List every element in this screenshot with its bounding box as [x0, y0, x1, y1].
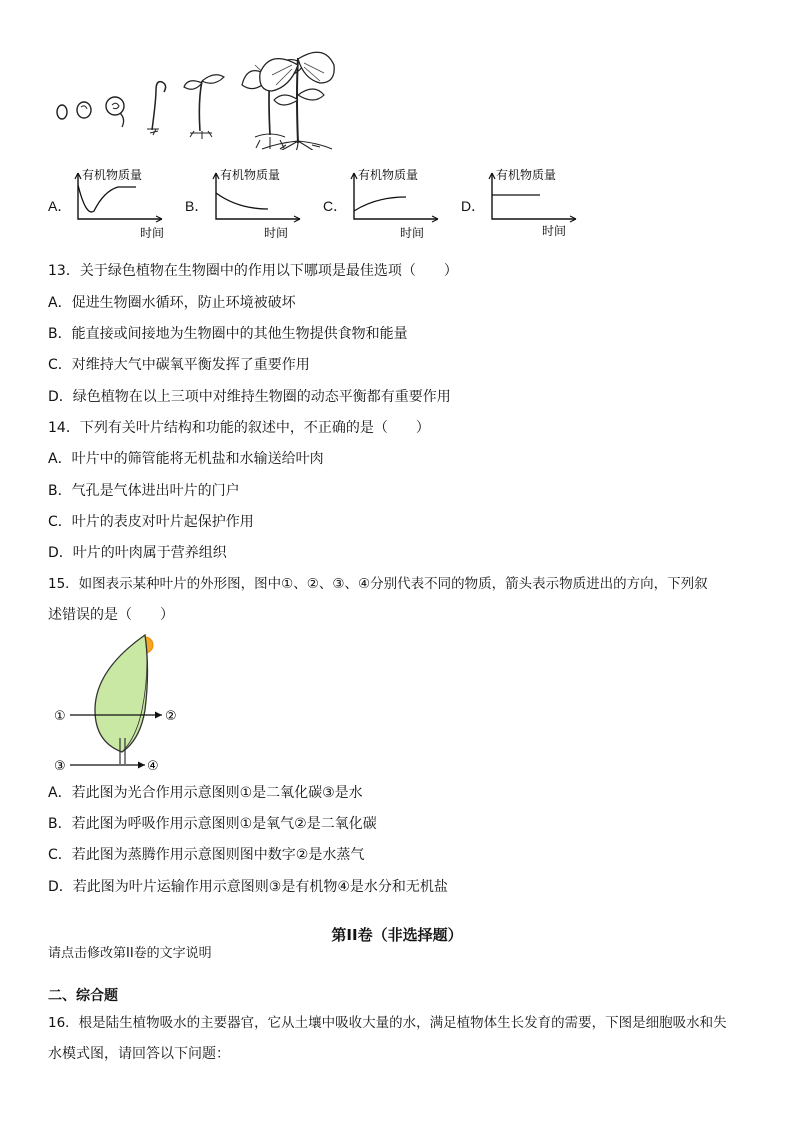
q13-option-b[interactable]: B．能直接或间接地为生物圈中的其他生物提供食物和能量	[48, 326, 408, 342]
part2-title: 第II卷（非选择题）	[331, 926, 463, 944]
graph-c-y-label: 有机物质量	[358, 168, 419, 182]
q14-option-d[interactable]: D．叶片的叶肉属于营养组织	[48, 545, 227, 561]
option-b-label[interactable]: B．	[185, 198, 209, 214]
leaf-label-3: ③	[54, 759, 66, 774]
q14-option-c[interactable]: C．叶片的表皮对叶片起保护作用	[48, 514, 254, 530]
leaf-label-1: ①	[54, 709, 66, 724]
graph-a	[70, 165, 170, 240]
q16-line2: 水模式图，请回答以下问题：	[48, 1046, 230, 1062]
graph-c	[346, 165, 446, 240]
q16-line1: 16．根是陆生植物吸水的主要器官，它从土壤中吸收大量的水，满足植物体生长发育的需要，下图是细胞吸水和失	[48, 1015, 727, 1031]
graph-c-x-label: 时间	[400, 226, 425, 240]
leaf-label-2: ②	[165, 709, 177, 724]
leaf-label-4: ④	[147, 759, 159, 774]
graph-b-y-label: 有机物质量	[220, 168, 281, 182]
option-c-label[interactable]: C．	[323, 198, 348, 214]
graph-b	[208, 165, 308, 240]
graph-a-x-label: 时间	[140, 226, 165, 240]
q15-option-d[interactable]: D．若此图为叶片运输作用示意图则③是有机物④是水分和无机盐	[48, 879, 448, 895]
graph-b-x-label: 时间	[264, 226, 289, 240]
q15-option-a[interactable]: A．若此图为光合作用示意图则①是二氧化碳③是水	[48, 785, 363, 801]
q13-option-a[interactable]: A．促进生物圈水循环，防止环境被破坏	[48, 295, 296, 311]
option-a-label[interactable]: A．	[48, 198, 72, 214]
q15-option-b[interactable]: B．若此图为呼吸作用示意图则①是氧气②是二氧化碳	[48, 816, 377, 832]
graph-a-y-label: 有机物质量	[82, 168, 143, 182]
seed-germination-illustration	[50, 45, 340, 150]
graph-d-y-label: 有机物质量	[496, 168, 557, 182]
leaf-diagram	[50, 630, 200, 780]
q14-option-a[interactable]: A．叶片中的筛管能将无机盐和水输送给叶肉	[48, 451, 324, 467]
q13-option-d[interactable]: D．绿色植物在以上三项中对维持生物圈的动态平衡都有重要作用	[48, 389, 451, 405]
section-heading: 二、综合题	[48, 988, 118, 1004]
q15-stem-line1: 15．如图表示某种叶片的外形图，图中①、②、③、④分别代表不同的物质，箭头表示物质进出的方向，下列叙	[48, 576, 708, 592]
graph-d	[484, 165, 584, 240]
q13-stem: 13．关于绿色植物在生物圈中的作用以下哪项是最佳选项（ ）	[48, 263, 458, 279]
part2-instruction[interactable]: 请点击修改第II卷的文字说明	[48, 946, 212, 961]
graph-d-x-label: 时间	[542, 224, 567, 238]
q13-option-c[interactable]: C．对维持大气中碳氧平衡发挥了重要作用	[48, 357, 310, 373]
q14-option-b[interactable]: B．气孔是气体进出叶片的门户	[48, 483, 240, 499]
q14-stem: 14．下列有关叶片结构和功能的叙述中，不正确的是（ ）	[48, 420, 430, 436]
q15-option-c[interactable]: C．若此图为蒸腾作用示意图则图中数字②是水蒸气	[48, 847, 365, 863]
q15-stem-line2: 述错误的是（ ）	[48, 607, 174, 623]
option-d-label[interactable]: D．	[461, 198, 486, 214]
